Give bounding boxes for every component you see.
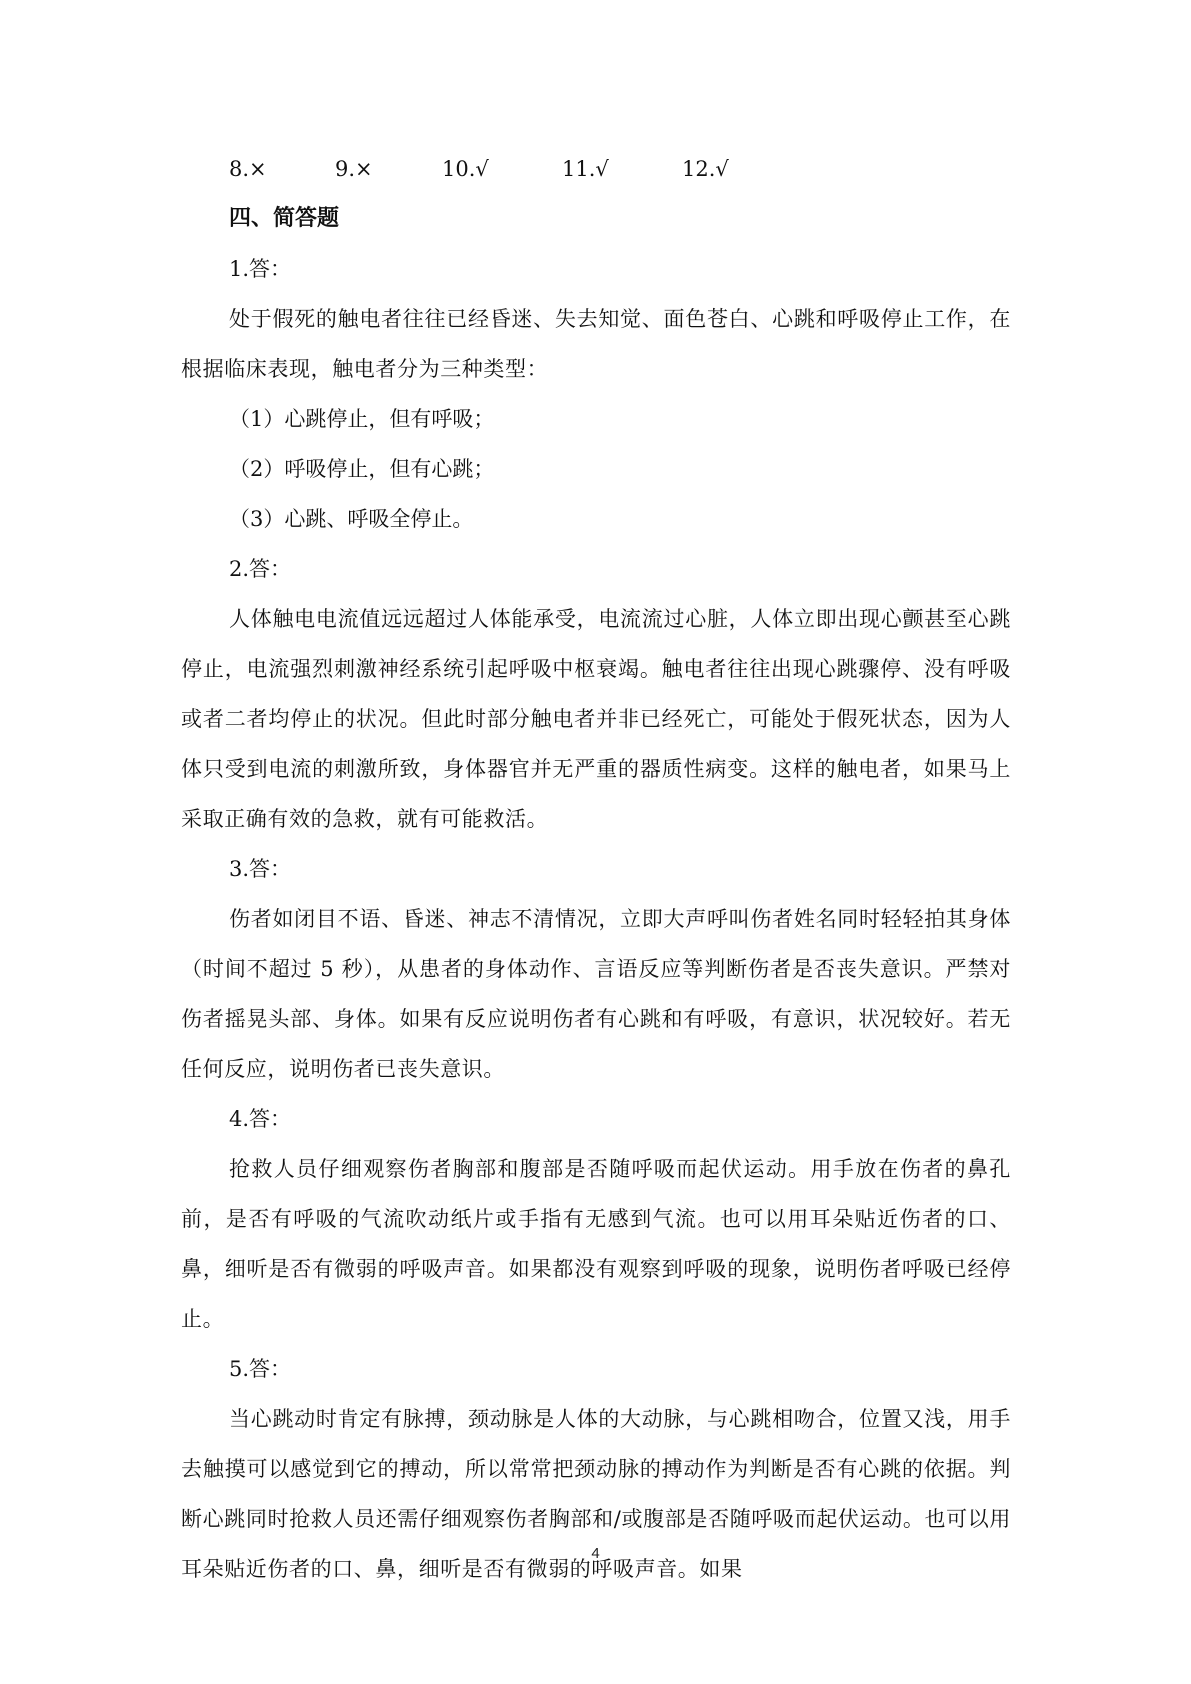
answer-9: 9.× — [335, 157, 373, 181]
question-3-label: 3.答： — [229, 857, 292, 881]
question-2-answer-text: 人体触电电流值远远超过人体能承受，电流流过心脏，人体立即出现心颤甚至心跳停止，电流强烈刺激神经系统引起呼吸中枢衰竭。触电者往往出现心跳骤停、没有呼吸或者二者均停止的状况。但此时部分触电者并非已经死亡，可能处于假死状态，因为人体只受到电流的刺激所致，身体器官并无严重的器质性病变。这样的触电者，如果马上采取正确有效的急救，就有可能救活。 — [181, 607, 1011, 831]
question-3-answer-text: 伤者如闭目不语、昏迷、神志不清情况，立即大声呼叫伤者姓名同时轻轻拍其身体（时间不超过 5 秒），从患者的身体动作、言语反应等判断伤者是否丧失意识。严禁对伤者摇晃头部、身体。如果有反应说明伤者有心跳和有呼吸，有意识，状况较好。若无任何反应，说明伤者已丧失意识。 — [181, 907, 1011, 1081]
answer-12: 12.√ — [682, 157, 729, 181]
question-1-item-2: （2）呼吸停止，但有心跳； — [229, 457, 495, 481]
question-5-answer-text: 当心跳动时肯定有脉搏，颈动脉是人体的大动脉，与心跳相吻合，位置又浅，用手去触摸可以感觉到它的搏动，所以常常把颈动脉的搏动作为判断是否有心跳的依据。判断心跳同时抢救人员还需仔细观察伤者胸部和/或腹部是否随呼吸而起伏运动。也可以用耳朵贴近伤者的口、鼻，细听是否有微弱的呼吸声音。如果 — [181, 1407, 1011, 1581]
question-1-item-1: （1）心跳停止，但有呼吸； — [229, 407, 495, 431]
page-content — [181, 144, 1011, 1594]
answer-10: 10.√ — [442, 157, 489, 181]
question-1-answer-text: 处于假死的触电者往往已经昏迷、失去知觉、面色苍白、心跳和呼吸停止工作，在根据临床表现，触电者分为三种类型： — [181, 307, 1011, 381]
answer-8: 8.× — [229, 157, 267, 181]
question-2-label: 2.答： — [229, 557, 292, 581]
question-5-label: 5.答： — [229, 1357, 292, 1381]
question-1-label: 1.答： — [229, 257, 292, 281]
question-4-answer-text: 抢救人员仔细观察伤者胸部和腹部是否随呼吸而起伏运动。用手放在伤者的鼻孔前，是否有呼吸的气流吹动纸片或手指有无感到气流。也可以用耳朵贴近伤者的口、鼻，细听是否有微弱的呼吸声音。如果都没有观察到呼吸的现象，说明伤者呼吸已经停止。 — [181, 1157, 1011, 1331]
question-1-item-3: （3）心跳、呼吸全停止。 — [229, 507, 474, 531]
question-4-label: 4.答： — [229, 1107, 292, 1131]
page-number: 4 — [591, 1545, 600, 1562]
section-title: 四、简答题 — [229, 206, 340, 231]
true-false-answers-row — [181, 144, 1011, 194]
answer-11: 11.√ — [562, 157, 609, 181]
